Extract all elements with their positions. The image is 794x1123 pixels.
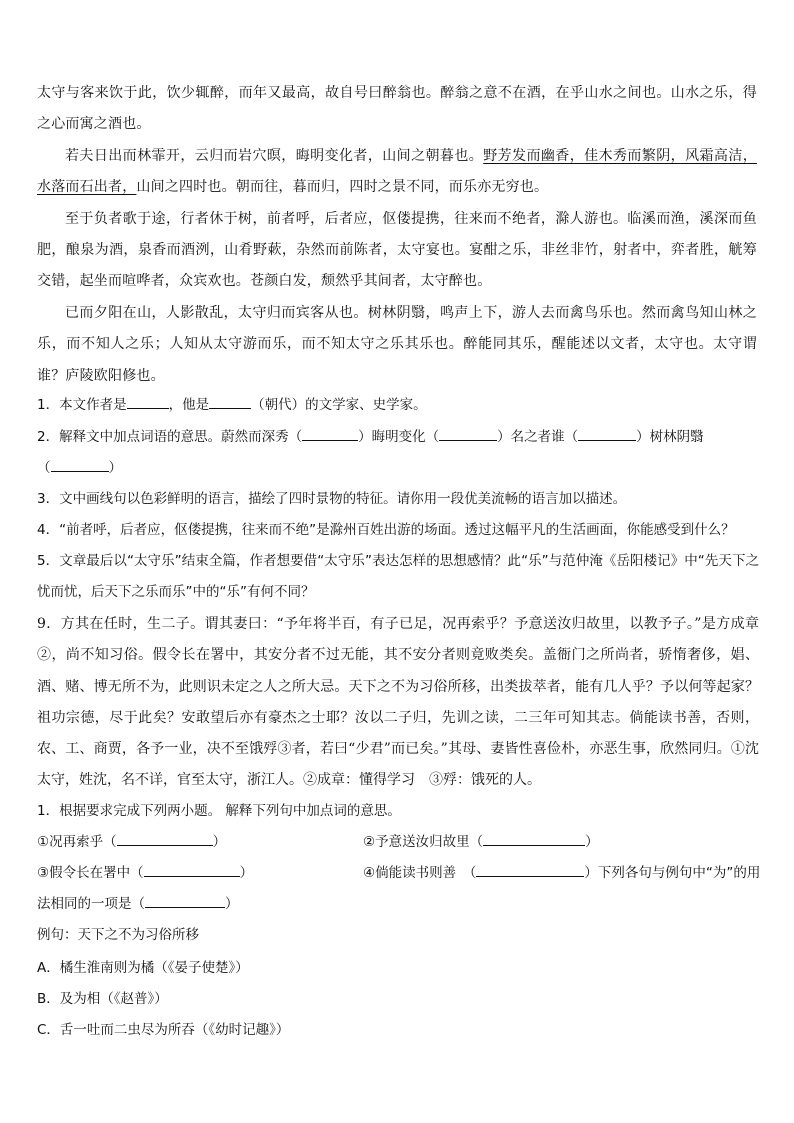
answer-blank[interactable]	[117, 832, 213, 847]
question-4: 4．“前者呼，后者应，伛偻提携，往来而不绝”是滁州百姓出游的场面。透过这幅平凡的生活画面，你能感受到什么？	[37, 522, 735, 538]
question-text: ，他是	[168, 397, 210, 413]
answer-blank[interactable]	[145, 894, 225, 909]
question-text: 2．解释文中加点词语的意思。蔚然而深秀（	[37, 429, 303, 445]
question-text: ）名之者谁（	[497, 429, 579, 445]
item-text: ④倘能读书则善 （	[363, 865, 477, 881]
answer-blank[interactable]	[483, 832, 585, 847]
answer-blank[interactable]	[578, 427, 636, 442]
passage-paragraph-4: 已而夕阳在山，人影散乱，太守归而宾客从也。树林阴翳，鸣声上下，游人去而禽鸟乐也。然而禽鸟知山林之乐，而不知人之乐；人知从太守游而乐，而不知太守之乐其乐也。醉能同其乐，醒能述以文者，太守也。太守谓谁？庐陵欧阳修也。	[37, 304, 757, 384]
question-text: ）树林阴翳	[636, 429, 704, 445]
item-text: ）	[585, 834, 599, 850]
item-text: ①况再索乎（	[37, 834, 117, 850]
passage-text: 山间之四时也。朝而往，暮而归，四时之景不同，而乐亦无穷也。	[136, 179, 549, 196]
subquestion-row	[37, 858, 759, 889]
classical-passage	[37, 78, 757, 392]
passage-paragraph-1: 太守与客来饮于此，饮少辄醉，而年又最高，故自号曰醉翁也。醉翁之意不在酒，在乎山水之间也。山水之乐，得之心而寓之酒也。	[37, 85, 757, 133]
option-c[interactable]: C．舌一吐而二虫尽为所吞（《幼时记趣》）	[37, 1022, 290, 1038]
answer-blank[interactable]	[476, 863, 584, 878]
option-a[interactable]: A．橘生淮南则为橘（《晏子使楚》）	[37, 960, 249, 976]
passage-paragraph-2	[37, 141, 757, 204]
answer-blank[interactable]	[127, 395, 169, 410]
answer-blank[interactable]	[144, 863, 240, 878]
answer-blank[interactable]	[51, 458, 109, 473]
question-text: ）晦明变化（	[358, 429, 440, 445]
answer-blank[interactable]	[439, 427, 497, 442]
question-1	[37, 390, 759, 421]
item-text: ）	[239, 865, 254, 881]
question-text: （	[37, 460, 51, 476]
item-text: 法相同的一项是（	[37, 896, 145, 912]
answer-blank[interactable]	[302, 427, 358, 442]
question-3: 3．文中画线句以色彩鲜明的语言，描绘了四时景物的特征。请你用一段优美流畅的语言加以描述。	[37, 491, 627, 507]
question-2	[37, 422, 759, 484]
underlined-sentence: 野芳发而幽香，佳木秀而繁阴，风霜高洁，水落而石出者，	[37, 147, 757, 196]
item-text: ）	[225, 896, 239, 912]
item-text: ②予意送汝归故里（	[363, 834, 484, 850]
question-text: 1．本文作者是	[37, 397, 127, 413]
answer-blank[interactable]	[209, 395, 251, 410]
item-text: ③假令长在署中（	[37, 865, 144, 881]
subquestion-row	[37, 827, 759, 858]
passage-paragraph-3: 至于负者歌于途，行者休于树，前者呼，后者应，伛偻提携，往来而不绝者，滁人游也。临溪而渔，溪深而鱼肥，酿泉为酒，泉香而酒洌，山肴野蔌，杂然而前陈者，太守宴也。宴酣之乐，非丝非竹，射者中，弈者胜，觥筹交错，起坐而喧哗者，众宾欢也。苍颜白发，颓然乎其间者，太守醉也。	[37, 210, 757, 290]
example-sentence: 例句：天下之不为习俗所移	[37, 927, 199, 943]
classical-passage-2: 9．方其在任时，生二子。谓其妻曰：“予年将半百，有子已足，况再索乎？予意送汝归故里，以教予子。”是方成章②，尚不知习俗。假令长在署中，其安分者不过无能，其不安分者则竟败类矣。盖衙门之所尚者，骄惰奢侈，娼、酒、赌、博无所不为，此则识未定之人之所大忌。天下之不为习俗所移，出类拔萃者，能有几人乎？予以何等起家？祖功宗德，尽于此矣？安敢望后亦有豪杰之士耶？汝以二子归，先训之读，二三年可知其志。倘能读书善，否则，农、工、商贾，各予一业，决不至饿殍③者，若曰“少君”而已矣。”其母、妻皆性喜俭朴，亦恶生事，欣然同归。①沈太守，姓沈，名不详，官至太守，浙江人。②成章：懂得学习 ③殍：饿死的人。	[37, 616, 759, 789]
item-text: ）下列各句与例句中“为”的用	[584, 865, 761, 881]
option-b[interactable]: B．及为相（《赵普》）	[37, 991, 168, 1007]
passage-text: 若夫日出而林霏开，云归而岩穴暝，晦明变化者，山间之朝暮也。	[65, 147, 484, 164]
question-text: （朝代）的文学家、史学家。	[251, 397, 427, 413]
item-text: ）	[212, 834, 227, 850]
question-text: ）	[108, 460, 122, 476]
subquestion-row	[37, 889, 759, 920]
question-5: 5．文章最后以“太守乐”结束全篇，作者想要借“太守乐”表达怎样的思想感情？此“乐”与范仲淹《岳阳楼记》中“先天下之忧而忧，后天下之乐而乐”中的“乐”有何不同？	[37, 553, 759, 600]
subquestion-intro: 1．根据要求完成下列两小题。 解释下列句中加点词的意思。	[37, 803, 401, 819]
